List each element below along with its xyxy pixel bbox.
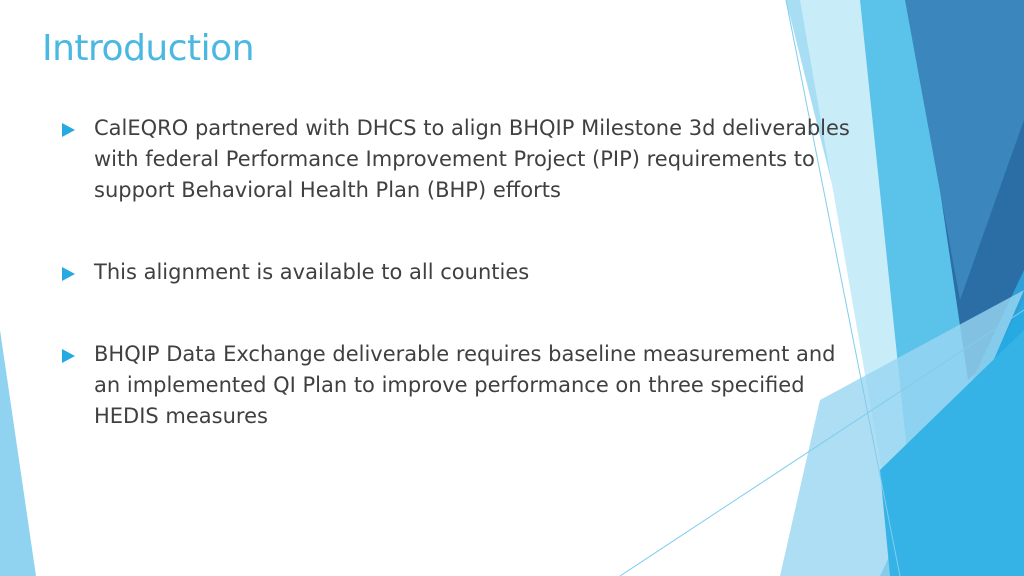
bullet-item — [62, 339, 862, 432]
triangle-bullet-icon — [62, 349, 75, 363]
bullet-item — [62, 113, 862, 206]
left-edge-shape — [0, 330, 36, 576]
bullet-text: This alignment is available to all counties — [94, 260, 530, 284]
bullet-text: CalEQRO partnered with DHCS to align BHQIP Milestone 3d deliverables with federal Performance Improvement Project (PIP) requirements to support Behavioral Health Plan (BHP) efforts — [94, 116, 850, 202]
triangle-bullet-icon — [62, 123, 75, 137]
bullet-item — [62, 257, 862, 288]
bullet-text: BHQIP Data Exchange deliverable requires baseline measurement and an implemented QI Plan to improve performance on three specified HEDIS measures — [94, 342, 836, 428]
triangle-bullet-icon — [62, 267, 75, 281]
slide-title: Introduction — [42, 28, 255, 69]
